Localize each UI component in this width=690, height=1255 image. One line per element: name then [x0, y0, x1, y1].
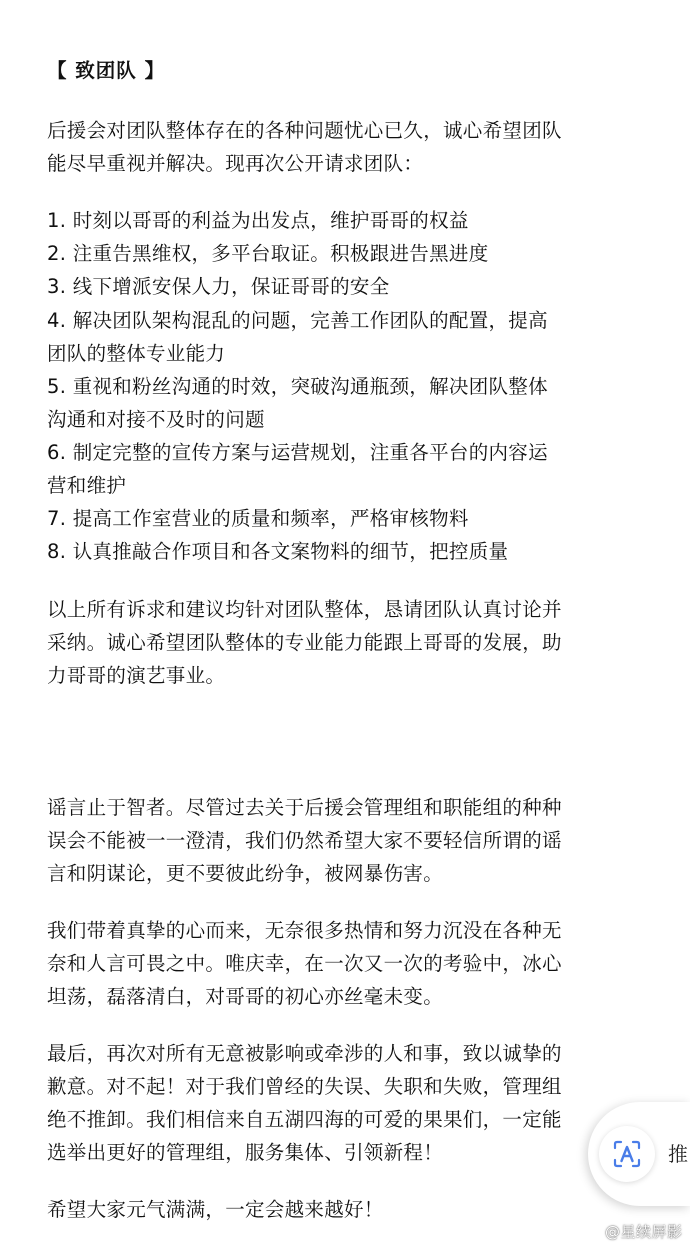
- request-line: 5. 重视和粉丝沟通的时效，突破沟通瓶颈，解决团队整体: [47, 375, 548, 398]
- sincere-line: 奈和人言可畏之中。唯庆幸，在一次又一次的考验中，冰心: [47, 952, 562, 975]
- summary-line: 采纳。诚心希望团队整体的专业能力能跟上哥哥的发展，助: [47, 631, 562, 654]
- intro-line: 后援会对团队整体存在的各种问题忧心已久，诚心希望团队: [47, 119, 562, 142]
- apology-line: 最后，再次对所有无意被影响或牵涉的人和事，致以诚挚的: [47, 1042, 562, 1065]
- request-line: 团队的整体专业能力: [47, 342, 226, 365]
- rumor-line: 误会不能被一一澄清，我们仍然希望大家不要轻信所谓的谣: [47, 829, 562, 852]
- apology-line: 歉意。对不起！对于我们曾经的失误、失职和失败，管理组: [47, 1075, 562, 1098]
- document-title: 【 致团队 】: [47, 59, 166, 82]
- summary-line: 力哥哥的演艺事业。: [47, 664, 226, 687]
- sincere-line: 我们带着真挚的心而来，无奈很多热情和努力沉没在各种无: [47, 919, 562, 942]
- weibo-icon: [586, 1222, 602, 1242]
- request-line: 6. 制定完整的宣传方案与运营规划，注重各平台的内容运: [47, 441, 548, 464]
- request-line: 4. 解决团队架构混乱的问题，完善工作团队的配置，提高: [47, 309, 548, 332]
- translate-button[interactable]: [599, 1126, 655, 1182]
- watermark-text: @星续屏影: [605, 1223, 683, 1241]
- request-line: 1. 时刻以哥哥的利益为出发点，维护哥哥的权益: [47, 209, 469, 232]
- intro-line: 能尽早重视并解决。现再次公开请求团队：: [47, 152, 424, 175]
- translate-partial-text: 推: [668, 1142, 688, 1166]
- rumor-line: 谣言止于智者。尽管过去关于后援会管理组和职能组的种种: [47, 796, 562, 819]
- floating-translate-panel[interactable]: [588, 1102, 690, 1206]
- rumor-line: 言和阴谋论，更不要彼此纷争，被网暴伤害。: [47, 862, 444, 885]
- translate-icon: [612, 1139, 642, 1169]
- request-line: 8. 认真推敲合作项目和各文案物料的细节，把控质量: [47, 540, 509, 563]
- apology-line: 绝不推卸。我们相信来自五湖四海的可爱的果果们，一定能: [47, 1108, 562, 1131]
- request-line: 2. 注重告黑维权，多平台取证。积极跟进告黑进度: [47, 242, 489, 265]
- request-line: 沟通和对接不及时的问题: [47, 408, 265, 431]
- summary-line: 以上所有诉求和建议均针对团队整体，恳请团队认真讨论并: [47, 598, 562, 621]
- request-line: 3. 线下增派安保人力，保证哥哥的安全: [47, 275, 390, 298]
- closing-line: 希望大家元气满满，一定会越来越好！: [47, 1198, 384, 1221]
- apology-line: 选举出更好的管理组，服务集体、引领新程！: [47, 1141, 444, 1164]
- watermark: [586, 1222, 683, 1242]
- request-line: 7. 提高工作室营业的质量和频率，严格审核物料: [47, 507, 469, 530]
- sincere-line: 坦荡，磊落清白，对哥哥的初心亦丝毫未变。: [47, 985, 444, 1008]
- request-line: 营和维护: [47, 474, 127, 497]
